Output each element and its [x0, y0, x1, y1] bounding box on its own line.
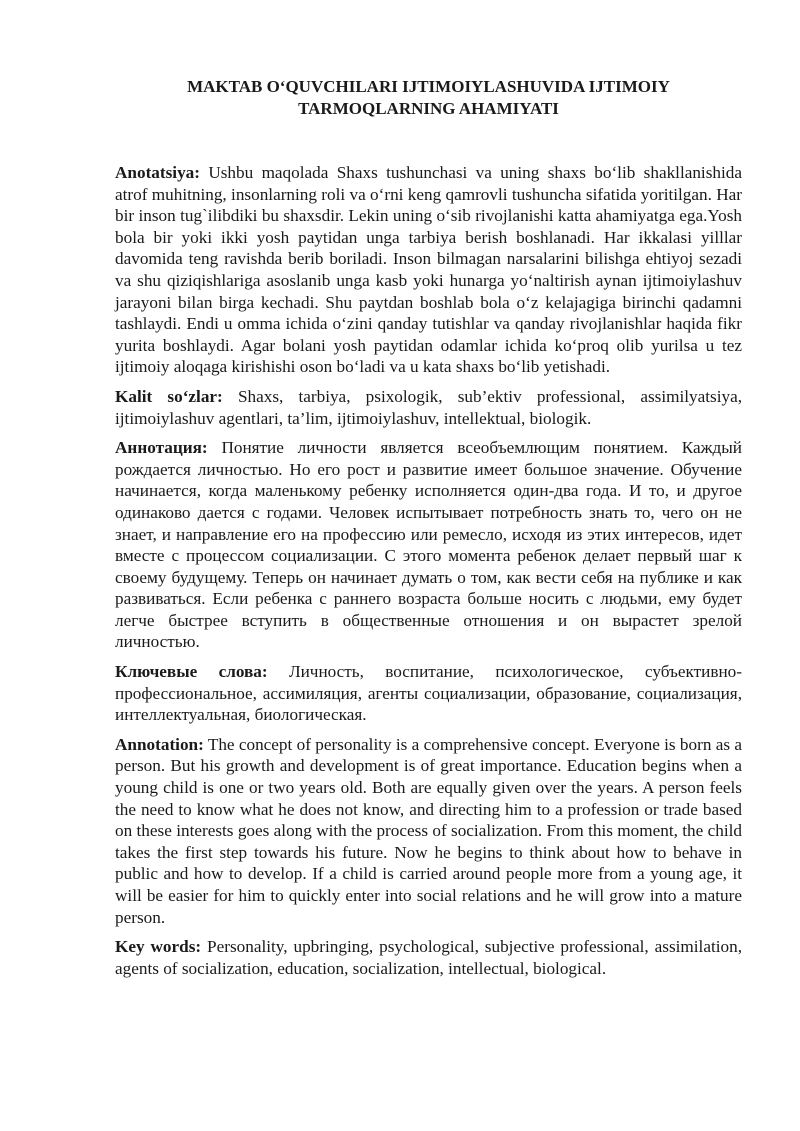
title-line-1: MAKTAB O‘QUVCHILARI IJTIMOIYLASHUVIDA IJTIMOIY: [187, 77, 670, 96]
paper-page: [115, 76, 742, 987]
paper-title: [115, 76, 742, 120]
title-line-2: TARMOQLARNING AHAMIYATI: [298, 99, 559, 118]
ru-keywords: [115, 661, 742, 726]
uz-keywords-text: Shaxs, tarbiya, psixologik, sub’ektiv professional, assimilyatsiya, ijtimoiylashuv agentlari, ta’lim, ijtimoiylashuv, intellektual, biologik.: [115, 386, 742, 428]
ru-abstract-text: Понятие личности является всеобъемлющим понятием. Каждый рождается личностью. Но его рост и развитие имеет большое значение. Обучение начинается, когда маленькому ребенку исполняется один-два года. И то, и другое одинаково дается с годами. Человек испытывает потребность знать то, чего он не знает, и направление его на профессию или ремесло, исходя из этих интересов, идет вместе с процессом социализации. С этого момента ребенок делает первый шаг к своему будущему. Теперь он начинает думать о том, как вести себя на публике и как развиваться. Если ребенка с раннего возраста больше носить с людьми, ему будет легче быстрее вступить в общественные отношения и он вырастет зрелой личностью.: [115, 438, 742, 652]
ru-abstract-label: Аннотация:: [115, 438, 208, 458]
ru-keywords-text: Личность, воспитание, психологическое, субъективно-профессиональное, ассимиляция, агенты социализации, образование, социализация, интеллектуальная, биологическая.: [115, 662, 742, 725]
ru-abstract: [115, 437, 742, 653]
en-keywords-text: Personality, upbringing, psychological, subjective professional, assimilation, agents of socialization, education, socialization, intellectual, biological.: [115, 937, 742, 978]
uz-keywords: [115, 386, 742, 429]
en-abstract-label: Annotation:: [115, 734, 204, 754]
en-abstract: [115, 734, 742, 928]
uz-keywords-label: Kalit so‘zlar:: [115, 386, 223, 406]
en-keywords-label: Key words:: [115, 937, 202, 957]
en-abstract-text: The concept of personality is a comprehensive concept. Everyone is born as a person. But his growth and development is of great importance. Education begins when a young child is one or two years old. Both are equally given over the years. A person feels the need to know what he does not know, and directing him to a profession or trade based on these interests goes along with the process of socialization. From this moment, the child takes the first step towards his future. Now he begins to think about how to behave in public and how to develop. If a child is carried around people more from a young age, it will be easier for him to quickly enter into social relations and he will grow into a mature person.: [115, 734, 742, 927]
ru-keywords-label: Ключевые слова:: [115, 662, 268, 682]
uz-abstract-text: Ushbu maqolada Shaxs tushunchasi va uning shaxs bo‘lib shakllanishida atrof muhitning, insonlarning roli va o‘rni keng qamrovli tushuncha sifatida yoritilgan. Har bir inson tug`ilibdiki bu shaxsdir. Lekin uning o‘sib rivojlanishi katta ahamiyatga ega.Yosh bola bir yoki ikki yosh paytidan unga tarbiya berish boshlanadi. Har ikkalasi yilllar davomida teng ravishda berib boriladi. Inson bilmagan narsalarini bilishga ehtiyoj sezadi va shu qiziqishlariga asoslanib unga kasb yoki hunarga yo‘naltirish aynan ijtimoiylashuv jarayoni bilan birga kechadi. Shu paytdan boshlab bola o‘z kelajagiga birinchi qadamni tashlaydi. Endi u omma ichida o‘zini qanday tutishlar va qanday rivojlanishlar haqida fikr yurita boshlaydi. Agar bolani yosh paytidan odamlar ichida ko‘proq olib yurilsa u tez ijtimoiy aloqaga kirishishi oson bo‘ladi va u kata shaxs bo‘lib yetishadi.: [115, 163, 742, 377]
uz-abstract: [115, 162, 742, 378]
en-keywords: [115, 936, 742, 979]
uz-abstract-label: Anotatsiya:: [115, 163, 200, 182]
